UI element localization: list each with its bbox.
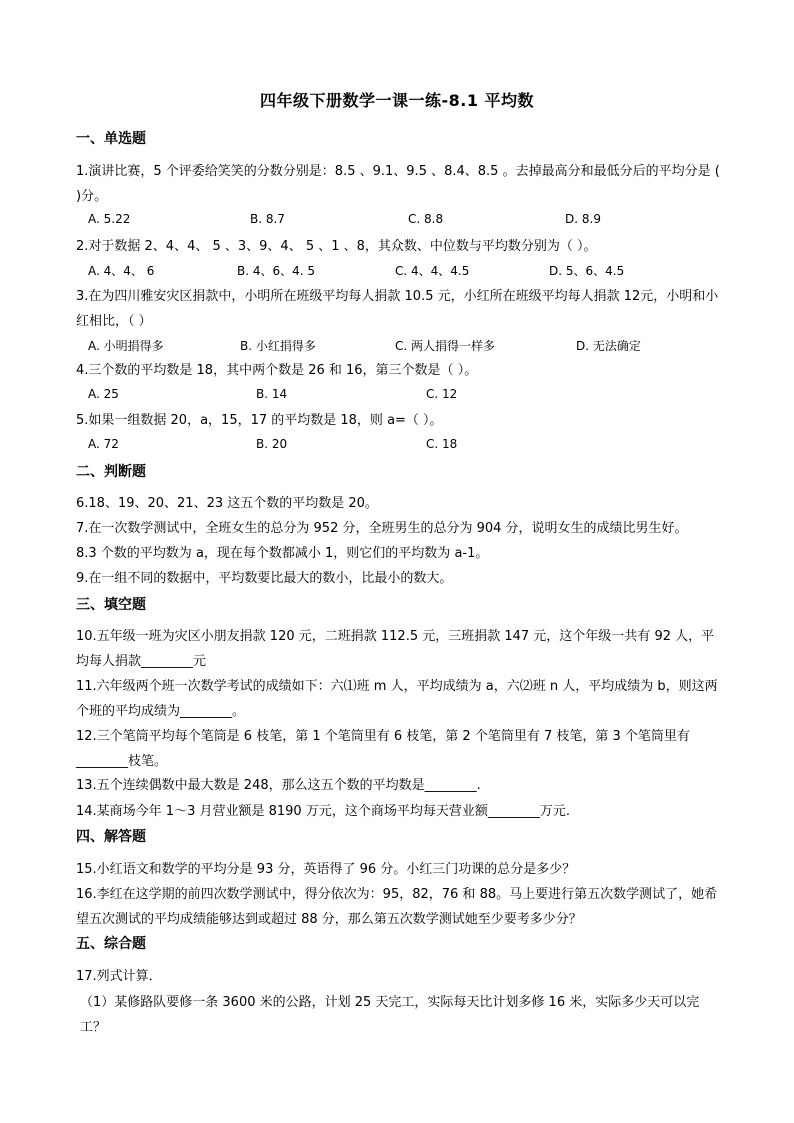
question-12: 12.三个笔筒平均每个笔筒是 6 枝笔，第 1 个笔筒里有 6 枝笔，第 2 个笔筒里有 7 枝笔，第 3 个笔筒里有________枝笔。 [76,729,690,769]
question-17-part-1: （1）某修路队要修一条 3600 米的公路，计划 25 天完工，实际每天比计划多修 16 米，实际多少天可以完工？ [80,995,700,1035]
question-13: 13.五个连续偶数中最大数是 248，那么这五个数的平均数是________. [76,778,481,793]
section-heading-true-false: 二、判断题 [76,464,146,480]
question-4-options [88,387,728,407]
question-10: 10.五年级一班为灾区小朋友捐款 120 元，二班捐款 112.5 元，三班捐款 147 元，这个年级一共有 92 人，平均每人捐款________元 [76,629,715,669]
question-15: 15.小红语文和数学的平均分是 93 分，英语得了 96 分。小红三门功课的总分是多少？ [76,862,576,877]
section-heading-single-choice: 一、单选题 [76,131,146,147]
question-16: 16.李红在这学期的前四次数学测试中，得分依次为：95，82，76 和 88。马上要进行第五次数学测试了，她希望五次测试的平均成绩能够达到或超过 88 分，那么第五次数学测试她至少要考多少分？ [76,887,718,927]
option-c: C. 12 [426,387,458,401]
question-2: 2.对于数据 2、4、4、 5 、3、9、4、 5 、1 、8，其众数、中位数与平均数分别为（ ）。 [76,239,597,254]
section-heading-comprehensive: 五、综合题 [76,936,146,952]
section-heading-fill-in: 三、填空题 [76,597,146,613]
section-heading-solve: 四、解答题 [76,829,146,845]
question-6: 6.18、19、20、21、23 这五个数的平均数是 20。 [76,496,378,511]
question-1-options [88,212,728,232]
option-c: C. 8.8 [408,212,444,226]
question-2-options [88,262,728,282]
option-b: B. 小红捐得多 [240,339,316,353]
option-c: C. 两人捐得一样多 [395,339,496,353]
question-8: 8.3 个数的平均数为 a，现在每个数都减小 1，则它们的平均数为 a-1。 [76,546,489,561]
question-5-options [88,437,728,457]
option-a: A. 5.22 [88,212,131,226]
option-a: A. 72 [88,437,119,451]
option-c: C. 18 [426,437,458,451]
question-1: 1.演讲比赛，5 个评委给笑笑的分数分别是：8.5 、9.1、9.5 、8.4、8.5 。去掉最高分和最低分后的平均分是 ( )分。 [76,164,720,204]
question-9: 9.在一组不同的数据中，平均数要比最大的数小，比最小的数大。 [76,571,453,586]
question-3-options [88,337,728,357]
question-7: 7.在一次数学测试中，全班女生的总分为 952 分，全班男生的总分为 904 分，说明女生的成绩比男生好。 [76,521,688,536]
option-a: A. 4、4、 6 [88,264,155,278]
option-d: D. 5、6、4.5 [549,264,625,278]
page-title: 四年级下册数学一课一练-8.1 平均数 [259,91,535,110]
question-4: 4.三个数的平均数是 18，其中两个数是 26 和 16，第三个数是（ ）。 [76,363,478,378]
option-a: A. 小明捐得多 [88,339,164,353]
option-b: B. 4、6、4. 5 [237,264,316,278]
option-b: B. 8.7 [250,212,285,226]
question-11: 11.六年级两个班一次数学考试的成绩如下：六⑴班 m 人，平均成绩为 a，六⑵班 n 人，平均成绩为 b，则这两个班的平均成绩为________。 [76,679,718,719]
option-a: A. 25 [88,387,119,401]
option-d: D. 无法确定 [576,339,641,353]
option-b: B. 20 [256,437,288,451]
question-17: 17.列式计算． [76,969,162,984]
question-14: 14.某商场今年 1～3 月营业额是 8190 万元，这个商场平均每天营业额________万元. [76,804,570,819]
option-b: B. 14 [256,387,288,401]
question-5: 5.如果一组数据 20，a，15，17 的平均数是 18，则 a=（ ）。 [76,413,443,428]
question-3: 3.在为四川雅安灾区捐款中，小明所在班级平均每人捐款 10.5 元，小红所在班级平均每人捐款 12元，小明和小红相比，（ ） [76,289,719,329]
option-d: D. 8.9 [565,212,601,226]
option-c: C. 4、4、4.5 [395,264,470,278]
